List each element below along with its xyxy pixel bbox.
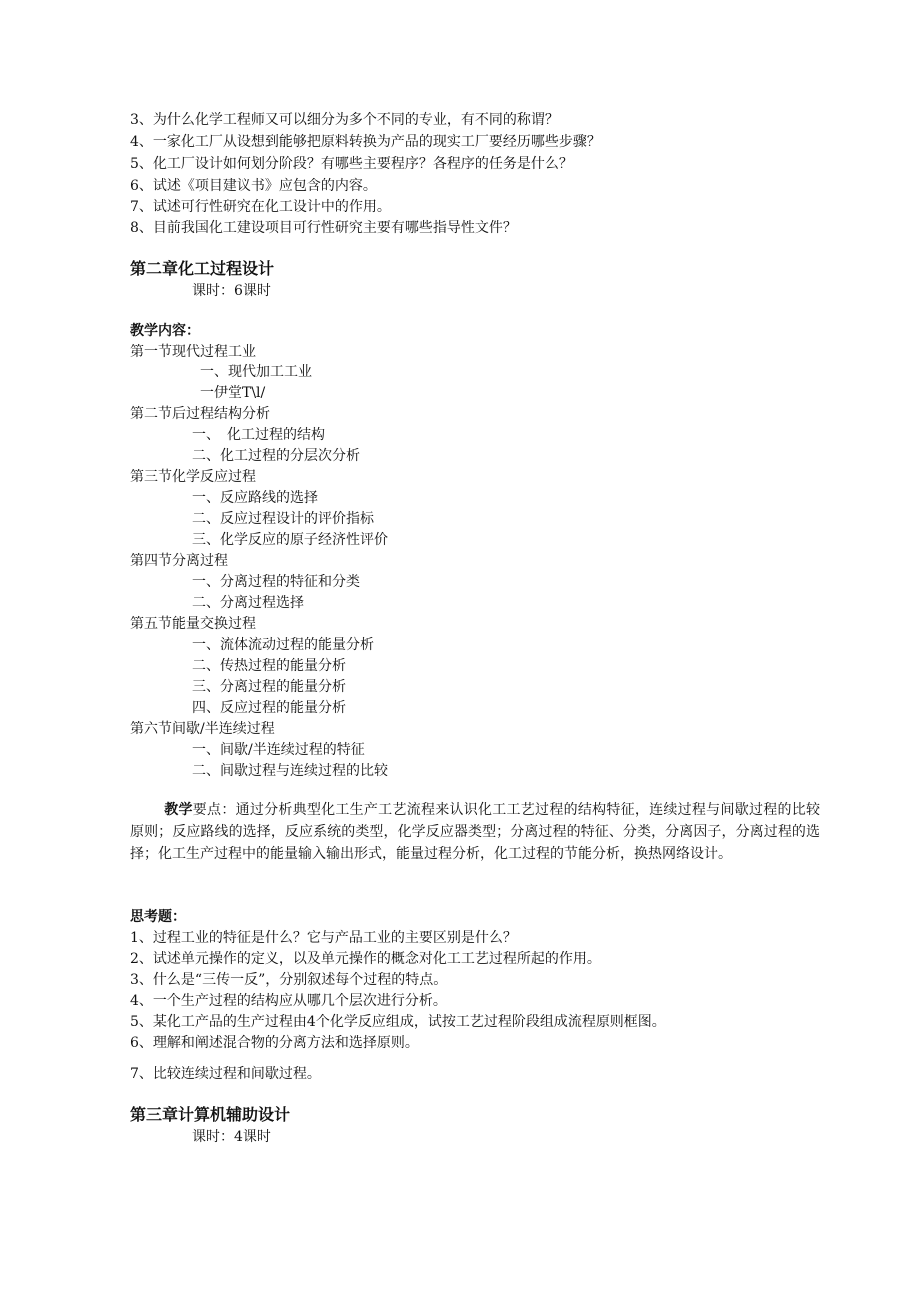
prev-question: 6、试述《项目建议书》应包含的内容。 (130, 178, 377, 194)
subsection-item: 二、化工过程的分层次分析 (192, 448, 360, 464)
keypoints-text: 要点：通过分析典型化工生产工艺流程来认识化工工艺过程的结构特征，连续过程与间歇过程的比较原则；反应路线的选择，反应系统的类型，化学反应器类型；分离过程的特征、分类，分离因子，分离过程的选择；化工生产过程中的能量输入输出形式，能量过程分析，化工过程的节能分析，换热网络设计。 (130, 802, 821, 862)
section-heading: 第五节能量交换过程 (130, 616, 256, 632)
chapter-hours: 课时：6课时 (192, 283, 271, 299)
section-heading: 第六节间歇/半连续过程 (130, 721, 275, 737)
subsection-item: 一、流体流动过程的能量分析 (192, 637, 374, 653)
subsection-item: 二、分离过程选择 (192, 595, 304, 611)
subsection-item: 二、间歇过程与连续过程的比较 (192, 763, 388, 779)
section-heading: 第一节现代过程工业 (130, 344, 256, 360)
subsection-item: 三、化学反应的原子经济性评价 (192, 532, 388, 548)
question-item: 1、过程工业的特征是什么？它与产品工业的主要区别是什么？ (130, 930, 517, 946)
subsection-item: 一、反应路线的选择 (192, 490, 318, 506)
prev-question: 3、为什么化学工程师又可以细分为多个不同的专业，有不同的称谓？ (130, 112, 559, 128)
chapter-hours: 课时：4课时 (192, 1129, 271, 1145)
subsection-item: 一、 化工过程的结构 (192, 427, 325, 443)
subsection-item: 三、分离过程的能量分析 (192, 679, 346, 695)
question-item: 6、理解和阐述混合物的分离方法和选择原则。 (130, 1035, 419, 1051)
prev-question: 8、目前我国化工建设项目可行性研究主要有哪些指导性文件？ (130, 220, 517, 236)
prev-question: 7、试述可行性研究在化工设计中的作用。 (130, 199, 391, 215)
question-item: 3、什么是“三传一反”，分别叙述每个过程的特点。 (130, 972, 448, 988)
subsection-item: 一伊堂T\l/ (200, 385, 266, 401)
subsection-item: 一、现代加工工业 (200, 364, 312, 380)
subsection-item: 四、反应过程的能量分析 (192, 700, 346, 716)
prev-question: 4、一家化工厂从设想到能够把原料转换为产品的现实工厂要经历哪些步骤？ (130, 134, 601, 150)
subsection-item: 一、分离过程的特征和分类 (192, 574, 360, 590)
subsection-item: 二、反应过程设计的评价指标 (192, 511, 374, 527)
prev-question: 5、化工厂设计如何划分阶段？有哪些主要程序？各程序的任务是什么？ (130, 156, 573, 172)
questions-label: 思考题： (130, 909, 186, 925)
section-heading: 第二节后过程结构分析 (130, 406, 270, 422)
subsection-item: 一、间歇/半连续过程的特征 (192, 742, 365, 758)
question-item: 2、试述单元操作的定义，以及单元操作的概念对化工工艺过程所起的作用。 (130, 951, 601, 967)
keypoints-label: 教学 (164, 802, 193, 818)
subsection-item: 二、传热过程的能量分析 (192, 658, 346, 674)
question-item: 5、某化工产品的生产过程由4个化学反应组成，试按工艺过程阶段组成流程原则框图。 (130, 1014, 666, 1030)
question-item: 4、一个生产过程的结构应从哪几个层次进行分析。 (130, 993, 447, 1009)
chapter-title: 第三章计算机辅助设计 (130, 1105, 291, 1124)
keypoints-paragraph (130, 799, 820, 865)
chapter-title: 第二章化工过程设计 (130, 259, 275, 278)
question-item: 7、比较连续过程和间歇过程。 (130, 1066, 321, 1082)
section-heading: 第四节分离过程 (130, 553, 228, 569)
content-label: 教学内容： (130, 323, 200, 339)
section-heading: 第三节化学反应过程 (130, 469, 256, 485)
